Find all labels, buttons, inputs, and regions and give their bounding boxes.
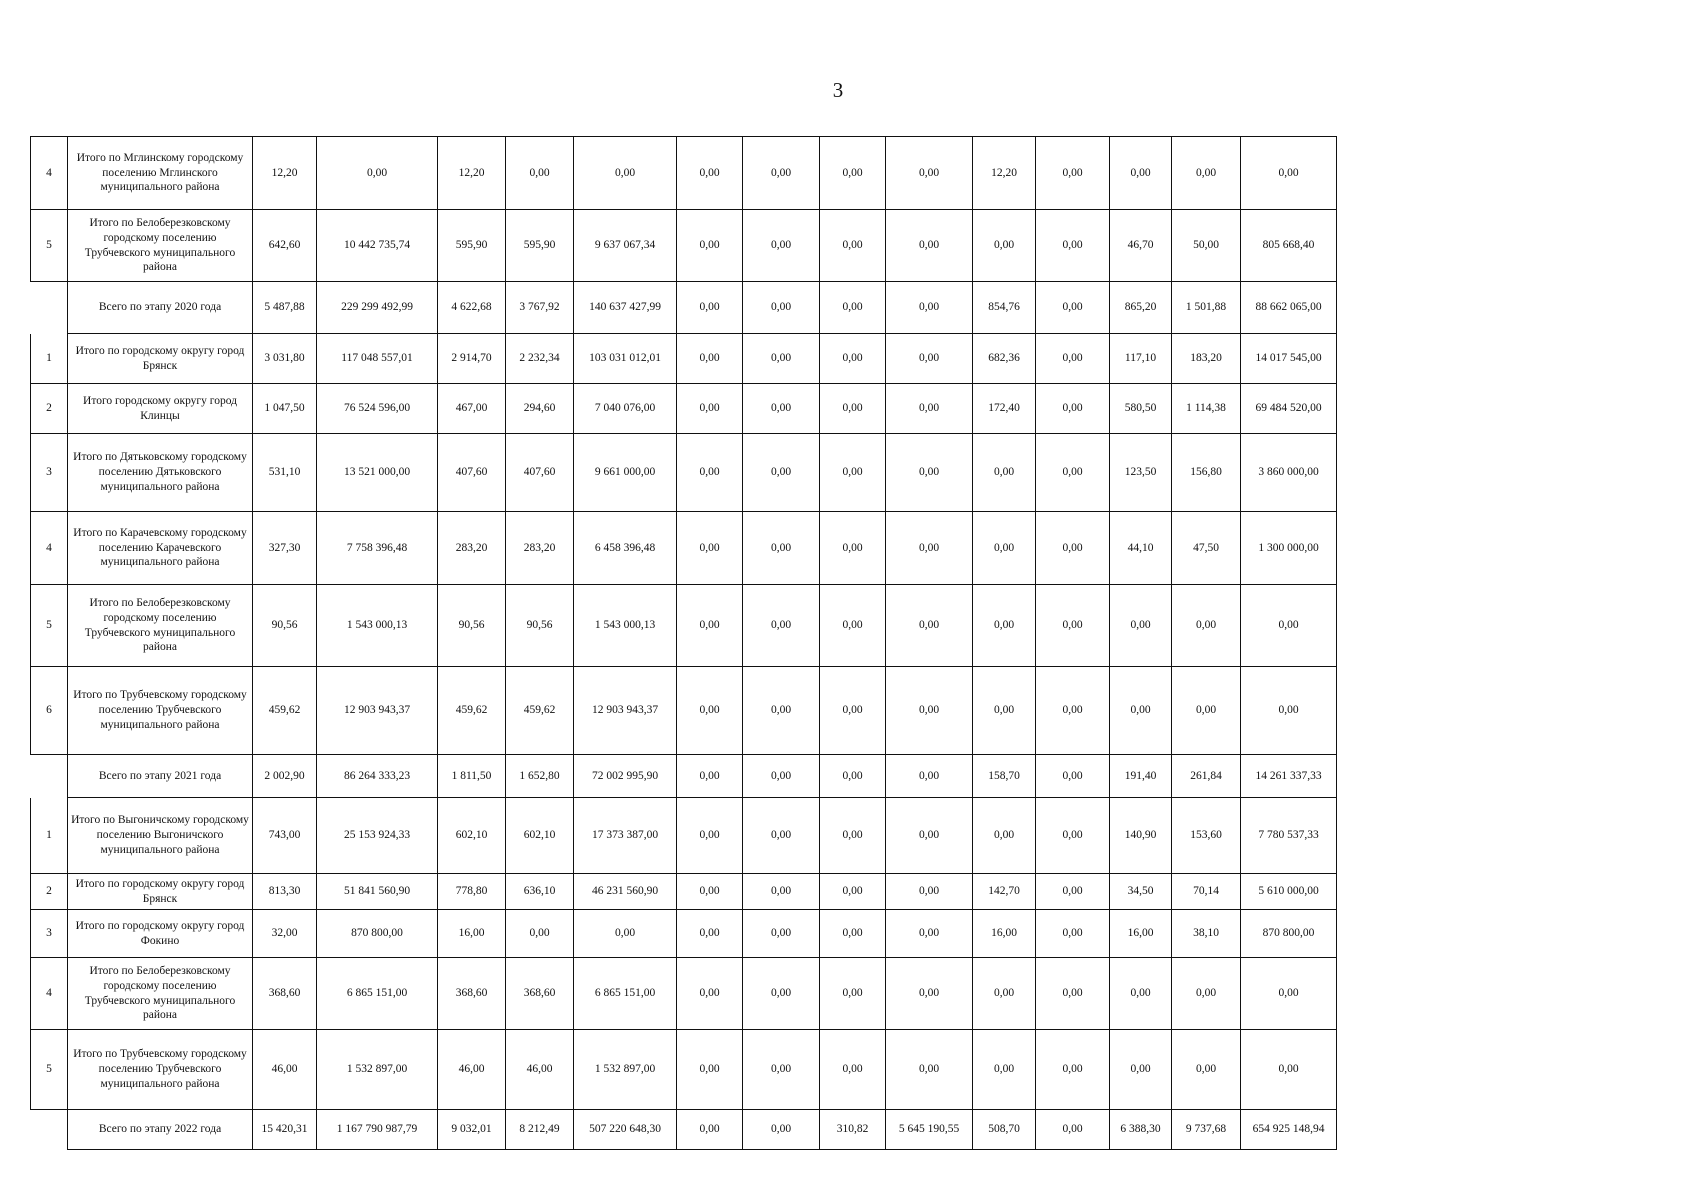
value-cell: 10 442 735,74 — [317, 210, 438, 282]
value-cell: 870 800,00 — [1241, 910, 1337, 958]
value-cell: 0,00 — [1036, 210, 1110, 282]
value-cell: 14 261 337,33 — [1241, 755, 1337, 798]
value-cell: 1 114,38 — [1172, 384, 1241, 434]
value-cell: 5 487,88 — [253, 282, 317, 334]
value-cell: 0,00 — [743, 1030, 820, 1110]
value-cell: 153,60 — [1172, 798, 1241, 874]
value-cell: 0,00 — [886, 434, 973, 512]
value-cell: 46,00 — [253, 1030, 317, 1110]
value-cell: 88 662 065,00 — [1241, 282, 1337, 334]
value-cell: 870 800,00 — [317, 910, 438, 958]
value-cell: 0,00 — [743, 585, 820, 667]
value-cell: 9 637 067,34 — [574, 210, 677, 282]
row-number — [31, 1110, 68, 1150]
value-cell: 0,00 — [886, 874, 973, 910]
value-cell: 0,00 — [677, 874, 743, 910]
value-cell: 310,82 — [820, 1110, 886, 1150]
value-cell: 25 153 924,33 — [317, 798, 438, 874]
value-cell: 0,00 — [973, 210, 1036, 282]
value-cell: 0,00 — [886, 585, 973, 667]
value-cell: 3 031,80 — [253, 334, 317, 384]
value-cell: 595,90 — [506, 210, 574, 282]
value-cell: 0,00 — [886, 1030, 973, 1110]
value-cell: 0,00 — [1172, 585, 1241, 667]
value-cell: 602,10 — [438, 798, 506, 874]
value-cell: 0,00 — [1036, 1030, 1110, 1110]
value-cell: 0,00 — [677, 384, 743, 434]
value-cell: 0,00 — [886, 210, 973, 282]
value-cell: 0,00 — [820, 755, 886, 798]
value-cell: 327,30 — [253, 512, 317, 585]
value-cell: 0,00 — [1036, 958, 1110, 1030]
value-cell: 12 903 943,37 — [317, 667, 438, 755]
value-cell: 46,70 — [1110, 210, 1172, 282]
value-cell: 0,00 — [973, 798, 1036, 874]
value-cell: 642,60 — [253, 210, 317, 282]
value-cell: 2 002,90 — [253, 755, 317, 798]
value-cell: 1 047,50 — [253, 384, 317, 434]
value-cell: 0,00 — [1036, 282, 1110, 334]
value-cell: 0,00 — [1036, 434, 1110, 512]
row-number: 2 — [31, 384, 68, 434]
value-cell: 6 865 151,00 — [574, 958, 677, 1030]
value-cell: 0,00 — [1110, 137, 1172, 210]
value-cell: 0,00 — [1172, 1030, 1241, 1110]
value-cell: 117,10 — [1110, 334, 1172, 384]
table-row — [31, 585, 1337, 667]
value-cell: 0,00 — [886, 137, 973, 210]
settlement-name: Итого по Карачевскому городскому поселению Карачевского муниципального района — [68, 512, 253, 585]
value-cell: 0,00 — [1036, 798, 1110, 874]
value-cell: 654 925 148,94 — [1241, 1110, 1337, 1150]
row-number: 1 — [31, 798, 68, 874]
value-cell: 459,62 — [438, 667, 506, 755]
value-cell: 0,00 — [743, 910, 820, 958]
page-number: 3 — [832, 78, 844, 102]
value-cell: 368,60 — [506, 958, 574, 1030]
row-number: 6 — [31, 667, 68, 755]
settlement-name: Итого по Белоберезковскому городскому поселению Трубчевского муниципального района — [68, 958, 253, 1030]
value-cell: 0,00 — [677, 910, 743, 958]
value-cell: 0,00 — [506, 137, 574, 210]
value-cell: 3 767,92 — [506, 282, 574, 334]
row-number: 5 — [31, 585, 68, 667]
row-number: 3 — [31, 910, 68, 958]
value-cell: 595,90 — [438, 210, 506, 282]
value-cell: 7 758 396,48 — [317, 512, 438, 585]
value-cell: 16,00 — [438, 910, 506, 958]
value-cell: 459,62 — [506, 667, 574, 755]
value-cell: 0,00 — [1110, 585, 1172, 667]
value-cell: 261,84 — [1172, 755, 1241, 798]
value-cell: 0,00 — [677, 755, 743, 798]
settlement-name: Итого по Дятьковскому городскому поселению Дятьковского муниципального района — [68, 434, 253, 512]
total-row — [31, 1110, 1337, 1150]
value-cell: 13 521 000,00 — [317, 434, 438, 512]
value-cell: 5 645 190,55 — [886, 1110, 973, 1150]
value-cell: 70,14 — [1172, 874, 1241, 910]
table-row — [31, 137, 1337, 210]
value-cell: 140,90 — [1110, 798, 1172, 874]
value-cell: 16,00 — [973, 910, 1036, 958]
value-cell: 140 637 427,99 — [574, 282, 677, 334]
value-cell: 0,00 — [1110, 1030, 1172, 1110]
value-cell: 0,00 — [1241, 958, 1337, 1030]
value-cell: 17 373 387,00 — [574, 798, 677, 874]
value-cell: 0,00 — [743, 798, 820, 874]
value-cell: 6 458 396,48 — [574, 512, 677, 585]
table-row — [31, 384, 1337, 434]
value-cell: 283,20 — [438, 512, 506, 585]
value-cell: 407,60 — [506, 434, 574, 512]
value-cell: 90,56 — [253, 585, 317, 667]
value-cell: 0,00 — [677, 585, 743, 667]
row-number: 1 — [31, 334, 68, 384]
value-cell: 183,20 — [1172, 334, 1241, 384]
value-cell: 9 032,01 — [438, 1110, 506, 1150]
value-cell: 294,60 — [506, 384, 574, 434]
value-cell: 0,00 — [820, 210, 886, 282]
value-cell: 0,00 — [677, 434, 743, 512]
value-cell: 0,00 — [677, 798, 743, 874]
value-cell: 0,00 — [743, 137, 820, 210]
value-cell: 0,00 — [1036, 334, 1110, 384]
value-cell: 0,00 — [743, 334, 820, 384]
stage-total-label: Всего по этапу 2022 года — [68, 1110, 253, 1150]
value-cell: 72 002 995,90 — [574, 755, 677, 798]
value-cell: 0,00 — [886, 958, 973, 1030]
value-cell: 0,00 — [1036, 1110, 1110, 1150]
value-cell: 0,00 — [886, 910, 973, 958]
value-cell: 3 860 000,00 — [1241, 434, 1337, 512]
value-cell: 4 622,68 — [438, 282, 506, 334]
value-cell: 0,00 — [677, 334, 743, 384]
value-cell: 0,00 — [677, 210, 743, 282]
value-cell: 0,00 — [886, 282, 973, 334]
value-cell: 0,00 — [743, 958, 820, 1030]
settlement-name: Итого по Белоберезковскому городскому поселению Трубчевского муниципального района — [68, 585, 253, 667]
value-cell: 0,00 — [820, 798, 886, 874]
settlement-name: Итого по городскому округу город Фокино — [68, 910, 253, 958]
value-cell: 0,00 — [677, 137, 743, 210]
value-cell: 103 031 012,01 — [574, 334, 677, 384]
stage-total-label: Всего по этапу 2020 года — [68, 282, 253, 334]
value-cell: 0,00 — [743, 512, 820, 585]
value-cell: 580,50 — [1110, 384, 1172, 434]
value-cell: 854,76 — [973, 282, 1036, 334]
value-cell: 15 420,31 — [253, 1110, 317, 1150]
value-cell: 0,00 — [820, 585, 886, 667]
value-cell: 0,00 — [1036, 137, 1110, 210]
value-cell: 34,50 — [1110, 874, 1172, 910]
settlement-name: Итого по Трубчевскому городскому поселению Трубчевского муниципального района — [68, 1030, 253, 1110]
value-cell: 507 220 648,30 — [574, 1110, 677, 1150]
data-table — [30, 136, 1337, 1150]
value-cell: 7 780 537,33 — [1241, 798, 1337, 874]
value-cell: 0,00 — [1110, 958, 1172, 1030]
value-cell: 1 811,50 — [438, 755, 506, 798]
value-cell: 14 017 545,00 — [1241, 334, 1337, 384]
value-cell: 0,00 — [1036, 384, 1110, 434]
row-number — [31, 282, 68, 334]
stage-total-label: Всего по этапу 2021 года — [68, 755, 253, 798]
value-cell: 0,00 — [820, 282, 886, 334]
value-cell: 229 299 492,99 — [317, 282, 438, 334]
table-row — [31, 434, 1337, 512]
value-cell: 1 532 897,00 — [574, 1030, 677, 1110]
value-cell: 0,00 — [677, 1030, 743, 1110]
value-cell: 0,00 — [743, 434, 820, 512]
value-cell: 467,00 — [438, 384, 506, 434]
table-row — [31, 667, 1337, 755]
row-number: 5 — [31, 1030, 68, 1110]
value-cell: 1 167 790 987,79 — [317, 1110, 438, 1150]
value-cell: 7 040 076,00 — [574, 384, 677, 434]
value-cell: 0,00 — [743, 874, 820, 910]
row-number — [31, 755, 68, 798]
value-cell: 0,00 — [1036, 910, 1110, 958]
value-cell: 90,56 — [506, 585, 574, 667]
row-number: 5 — [31, 210, 68, 282]
value-cell: 32,00 — [253, 910, 317, 958]
value-cell: 0,00 — [677, 1110, 743, 1150]
table-row — [31, 910, 1337, 958]
value-cell: 0,00 — [820, 512, 886, 585]
value-cell: 0,00 — [973, 667, 1036, 755]
value-cell: 12,20 — [438, 137, 506, 210]
table-row — [31, 874, 1337, 910]
row-number: 4 — [31, 958, 68, 1030]
value-cell: 44,10 — [1110, 512, 1172, 585]
row-number: 3 — [31, 434, 68, 512]
value-cell: 0,00 — [1241, 137, 1337, 210]
value-cell: 0,00 — [574, 910, 677, 958]
value-cell: 0,00 — [677, 958, 743, 1030]
value-cell: 0,00 — [886, 334, 973, 384]
value-cell: 9 737,68 — [1172, 1110, 1241, 1150]
value-cell: 508,70 — [973, 1110, 1036, 1150]
value-cell: 46,00 — [506, 1030, 574, 1110]
value-cell: 156,80 — [1172, 434, 1241, 512]
value-cell: 69 484 520,00 — [1241, 384, 1337, 434]
value-cell: 1 300 000,00 — [1241, 512, 1337, 585]
value-cell: 46 231 560,90 — [574, 874, 677, 910]
value-cell: 531,10 — [253, 434, 317, 512]
value-cell: 0,00 — [1036, 755, 1110, 798]
settlement-name: Итого по городскому округу город Брянск — [68, 334, 253, 384]
value-cell: 1 532 897,00 — [317, 1030, 438, 1110]
value-cell: 0,00 — [820, 874, 886, 910]
value-cell: 636,10 — [506, 874, 574, 910]
table-row — [31, 958, 1337, 1030]
value-cell: 0,00 — [743, 667, 820, 755]
value-cell: 0,00 — [820, 1030, 886, 1110]
value-cell: 0,00 — [886, 755, 973, 798]
value-cell: 0,00 — [743, 755, 820, 798]
value-cell: 0,00 — [677, 667, 743, 755]
value-cell: 6 388,30 — [1110, 1110, 1172, 1150]
value-cell: 0,00 — [1172, 958, 1241, 1030]
value-cell: 86 264 333,23 — [317, 755, 438, 798]
value-cell: 0,00 — [743, 384, 820, 434]
value-cell: 2 914,70 — [438, 334, 506, 384]
table-row — [31, 1030, 1337, 1110]
value-cell: 51 841 560,90 — [317, 874, 438, 910]
value-cell: 38,10 — [1172, 910, 1241, 958]
value-cell: 2 232,34 — [506, 334, 574, 384]
value-cell: 142,70 — [973, 874, 1036, 910]
value-cell: 0,00 — [973, 434, 1036, 512]
value-cell: 12 903 943,37 — [574, 667, 677, 755]
value-cell: 0,00 — [677, 512, 743, 585]
value-cell: 0,00 — [1241, 667, 1337, 755]
value-cell: 0,00 — [1036, 585, 1110, 667]
value-cell: 8 212,49 — [506, 1110, 574, 1150]
settlement-name: Итого по Мглинскому городскому поселению Мглинского муниципального района — [68, 137, 253, 210]
value-cell: 0,00 — [886, 798, 973, 874]
value-cell: 0,00 — [886, 384, 973, 434]
row-number: 4 — [31, 137, 68, 210]
value-cell: 1 652,80 — [506, 755, 574, 798]
value-cell: 368,60 — [438, 958, 506, 1030]
value-cell: 0,00 — [574, 137, 677, 210]
value-cell: 743,00 — [253, 798, 317, 874]
settlement-name: Итого по Выгоничскому городскому поселению Выгоничского муниципального района — [68, 798, 253, 874]
value-cell: 0,00 — [973, 958, 1036, 1030]
value-cell: 0,00 — [886, 667, 973, 755]
value-cell: 117 048 557,01 — [317, 334, 438, 384]
value-cell: 0,00 — [820, 137, 886, 210]
value-cell: 407,60 — [438, 434, 506, 512]
value-cell: 0,00 — [1172, 667, 1241, 755]
value-cell: 0,00 — [1241, 585, 1337, 667]
table-row — [31, 210, 1337, 282]
value-cell: 0,00 — [677, 282, 743, 334]
settlement-name: Итого по Трубчевскому городскому поселению Трубчевского муниципального района — [68, 667, 253, 755]
value-cell: 76 524 596,00 — [317, 384, 438, 434]
value-cell: 283,20 — [506, 512, 574, 585]
value-cell: 9 661 000,00 — [574, 434, 677, 512]
value-cell: 0,00 — [743, 1110, 820, 1150]
value-cell: 0,00 — [973, 512, 1036, 585]
value-cell: 12,20 — [973, 137, 1036, 210]
value-cell: 0,00 — [820, 667, 886, 755]
table-row — [31, 334, 1337, 384]
value-cell: 1 501,88 — [1172, 282, 1241, 334]
total-row — [31, 282, 1337, 334]
value-cell: 0,00 — [1241, 1030, 1337, 1110]
value-cell: 813,30 — [253, 874, 317, 910]
value-cell: 1 543 000,13 — [574, 585, 677, 667]
value-cell: 805 668,40 — [1241, 210, 1337, 282]
value-cell: 682,36 — [973, 334, 1036, 384]
value-cell: 0,00 — [973, 585, 1036, 667]
value-cell: 1 543 000,13 — [317, 585, 438, 667]
table-row — [31, 512, 1337, 585]
value-cell: 5 610 000,00 — [1241, 874, 1337, 910]
total-row — [31, 755, 1337, 798]
value-cell: 602,10 — [506, 798, 574, 874]
value-cell: 0,00 — [820, 334, 886, 384]
value-cell: 123,50 — [1110, 434, 1172, 512]
value-cell: 47,50 — [1172, 512, 1241, 585]
value-cell: 172,40 — [973, 384, 1036, 434]
value-cell: 368,60 — [253, 958, 317, 1030]
value-cell: 6 865 151,00 — [317, 958, 438, 1030]
value-cell: 90,56 — [438, 585, 506, 667]
row-number: 2 — [31, 874, 68, 910]
value-cell: 0,00 — [820, 958, 886, 1030]
value-cell: 191,40 — [1110, 755, 1172, 798]
value-cell: 0,00 — [1036, 874, 1110, 910]
settlement-name: Итого городскому округу город Клинцы — [68, 384, 253, 434]
value-cell: 0,00 — [820, 384, 886, 434]
value-cell: 0,00 — [743, 282, 820, 334]
value-cell: 0,00 — [1036, 667, 1110, 755]
value-cell: 12,20 — [253, 137, 317, 210]
value-cell: 46,00 — [438, 1030, 506, 1110]
value-cell: 865,20 — [1110, 282, 1172, 334]
settlement-name: Итого по Белоберезковскому городскому поселению Трубчевского муниципального района — [68, 210, 253, 282]
settlement-name: Итого по городскому округу город Брянск — [68, 874, 253, 910]
value-cell: 459,62 — [253, 667, 317, 755]
value-cell: 158,70 — [973, 755, 1036, 798]
value-cell: 0,00 — [317, 137, 438, 210]
value-cell: 0,00 — [1172, 137, 1241, 210]
value-cell: 0,00 — [1036, 512, 1110, 585]
value-cell: 778,80 — [438, 874, 506, 910]
value-cell: 0,00 — [506, 910, 574, 958]
value-cell: 0,00 — [820, 910, 886, 958]
value-cell: 0,00 — [1110, 667, 1172, 755]
value-cell: 16,00 — [1110, 910, 1172, 958]
table-row — [31, 798, 1337, 874]
value-cell: 0,00 — [886, 512, 973, 585]
value-cell: 50,00 — [1172, 210, 1241, 282]
row-number: 4 — [31, 512, 68, 585]
value-cell: 0,00 — [973, 1030, 1036, 1110]
value-cell: 0,00 — [743, 210, 820, 282]
value-cell: 0,00 — [820, 434, 886, 512]
